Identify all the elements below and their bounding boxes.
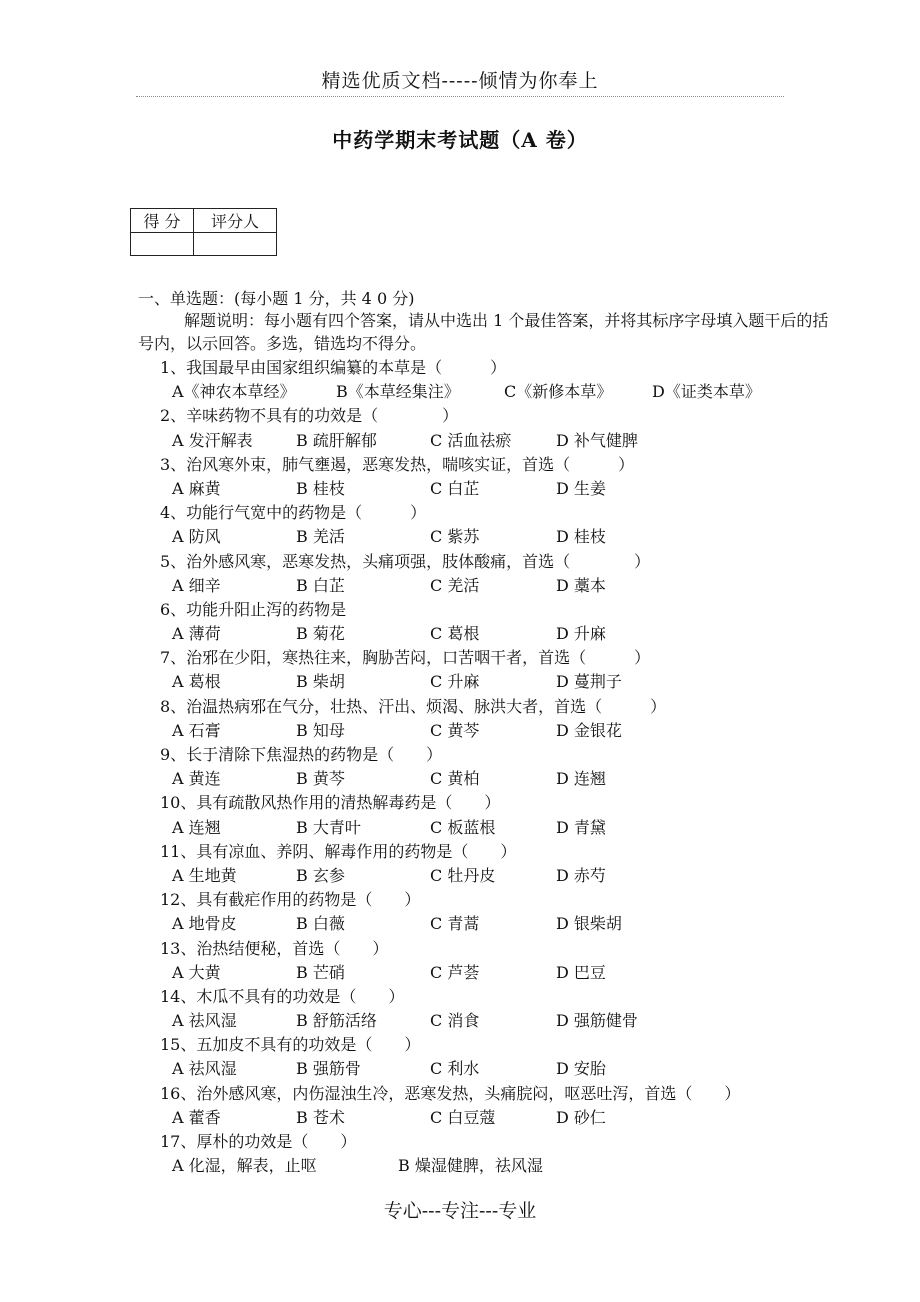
option-row: [160, 767, 840, 791]
option-c: C 消食: [430, 1011, 480, 1031]
question-stem: 4、功能行气宽中的药物是（ ）: [160, 503, 427, 523]
option-a: A 麻黄: [172, 478, 221, 498]
question-stem: 15、五加皮不具有的功效是（ ）: [160, 1035, 421, 1055]
option-c: C 板蓝根: [430, 817, 496, 837]
option-a: A 薄荷: [172, 624, 221, 644]
option-c: C 青蒿: [430, 914, 480, 934]
option-b: B 芒硝: [296, 962, 345, 982]
option-b: B 白薇: [296, 914, 345, 934]
question-list: [160, 356, 840, 1178]
option-c: C 活血祛瘀: [430, 430, 512, 450]
question-stem: 12、具有截疟作用的药物是（ ）: [160, 890, 421, 910]
option-row: [160, 477, 840, 501]
option-c: C 升麻: [430, 672, 480, 692]
question-stem: 13、治热结便秘，首选（ ）: [160, 938, 389, 958]
option-c: C 葛根: [430, 624, 480, 644]
option-row: [160, 429, 840, 453]
page-header: 精选优质文档-----倾情为你奉上: [321, 70, 599, 92]
option-b: B 白芷: [296, 575, 345, 595]
grader-cell: [194, 233, 277, 256]
option-row: [160, 864, 840, 888]
option-a: A 化湿，解表，止呕: [172, 1156, 317, 1176]
option-a: A 细辛: [172, 575, 221, 595]
option-d: D 赤芍: [556, 865, 606, 885]
option-b: B 柴胡: [296, 672, 345, 692]
option-c: C《新修本草》: [504, 382, 613, 402]
option-d: D 生姜: [556, 478, 606, 498]
option-b: B 疏肝解郁: [296, 430, 377, 450]
option-a: A 发汗解表: [172, 430, 253, 450]
option-d: D 巴豆: [556, 962, 606, 982]
option-row: [160, 1057, 840, 1081]
question-stem: 7、治邪在少阳，寒热往来，胸胁苦闷，口苦咽干者，首选（ ）: [160, 648, 651, 668]
option-b: B 黄芩: [296, 769, 345, 789]
option-a: A 黄连: [172, 769, 221, 789]
option-d: D 补气健脾: [556, 430, 638, 450]
option-d: D 桂枝: [556, 527, 606, 547]
question-stem: 1、我国最早由国家组织编纂的本草是（ ）: [160, 358, 507, 377]
option-c: C 黄柏: [430, 769, 480, 789]
option-d: D 砂仁: [556, 1107, 606, 1127]
option-a: A《神农本草经》: [172, 382, 296, 402]
option-d: D 银柴胡: [556, 914, 622, 934]
option-d: D 青黛: [556, 817, 606, 837]
option-b: B 知母: [296, 720, 345, 740]
option-a: A 祛风湿: [172, 1059, 237, 1079]
option-b: B《本草经集注》: [336, 382, 460, 402]
question-stem: 16、治外感风寒，内伤湿浊生冷，恶寒发热，头痛脘闷，呕恶吐泻，首选（ ）: [160, 1083, 741, 1103]
option-c: C 白芷: [430, 478, 480, 498]
score-cell: [131, 233, 194, 256]
option-a: A 防风: [172, 527, 221, 547]
option-row: [160, 912, 840, 936]
option-c: C 羌活: [430, 575, 480, 595]
option-c: C 牡丹皮: [430, 865, 496, 885]
option-row: [160, 1106, 840, 1130]
question-stem: 2、辛味药物不具有的功效是（ ）: [160, 406, 459, 426]
question-stem: 10、具有疏散风热作用的清热解毒药是（ ）: [160, 793, 501, 813]
option-d: D 藁本: [556, 575, 606, 595]
option-d: D 强筋健骨: [556, 1011, 638, 1031]
option-a: A 葛根: [172, 672, 221, 692]
option-row: [160, 380, 840, 404]
grader-header: 评分人: [194, 209, 277, 233]
score-header: 得 分: [131, 209, 194, 233]
option-row: [160, 816, 840, 840]
option-row: [160, 1009, 840, 1033]
page-footer: 专心---专注---专业: [383, 1200, 537, 1222]
option-b: B 燥湿健脾，祛风湿: [398, 1156, 543, 1176]
option-a: A 大黄: [172, 962, 221, 982]
option-row: [160, 622, 840, 646]
option-a: A 生地黄: [172, 865, 237, 885]
option-a: A 藿香: [172, 1107, 221, 1127]
instructions: 解题说明：每小题有四个答案，请从中选出 1 个最佳答案，并将其标序字母填入题干后的括号内，以示回答。多选，错选均不得分。: [138, 311, 829, 353]
option-b: B 羌活: [296, 527, 345, 547]
option-a: A 连翘: [172, 817, 221, 837]
section-title: 一、单选题：(每小题 1 分，共 4 0 分): [138, 289, 415, 308]
option-c: C 利水: [430, 1059, 480, 1079]
score-table: [130, 208, 277, 256]
question-stem: 14、木瓜不具有的功效是（ ）: [160, 986, 405, 1006]
question-stem: 11、具有凉血、养阴、解毒作用的药物是（ ）: [160, 841, 517, 861]
question-stem: 17、厚朴的功效是（ ）: [160, 1132, 357, 1151]
option-d: D《证类本草》: [652, 382, 761, 402]
question-stem: 6、功能升阳止泻的药物是: [160, 599, 347, 619]
option-b: B 大青叶: [296, 817, 361, 837]
question-stem: 5、治外感风寒，恶寒发热，头痛项强，肢体酸痛，首选（ ）: [160, 551, 651, 571]
option-row: [160, 670, 840, 694]
option-d: D 连翘: [556, 769, 606, 789]
option-b: B 舒筋活络: [296, 1011, 377, 1031]
option-d: D 金银花: [556, 720, 622, 740]
option-d: D 蔓荆子: [556, 672, 622, 692]
option-b: B 强筋骨: [296, 1059, 361, 1079]
option-row: [160, 525, 840, 549]
option-d: D 安胎: [556, 1059, 606, 1079]
option-b: B 桂枝: [296, 478, 345, 498]
option-c: C 紫苏: [430, 527, 480, 547]
option-c: C 黄芩: [430, 720, 480, 740]
header-divider: [136, 96, 784, 97]
option-a: A 石膏: [172, 720, 221, 740]
question-stem: 8、治温热病邪在气分，壮热、汗出、烦渴、脉洪大者，首选（ ）: [160, 696, 667, 716]
question-stem: 9、长于清除下焦湿热的药物是（ ）: [160, 745, 443, 764]
option-row: [160, 574, 840, 598]
option-d: D 升麻: [556, 624, 606, 644]
option-row: [160, 1154, 840, 1178]
option-c: C 芦荟: [430, 962, 480, 982]
option-row: [160, 719, 840, 743]
option-a: A 地骨皮: [172, 914, 237, 934]
question-stem: 3、治风寒外束，肺气壅遏，恶寒发热，喘咳实证，首选（ ）: [160, 454, 635, 474]
option-b: B 菊花: [296, 624, 345, 644]
option-c: C 白豆蔻: [430, 1107, 496, 1127]
option-a: A 祛风湿: [172, 1011, 237, 1031]
option-b: B 苍术: [296, 1107, 345, 1127]
exam-title: 中药学期末考试题（A 卷）: [332, 128, 588, 152]
option-b: B 玄参: [296, 865, 345, 885]
option-row: [160, 961, 840, 985]
